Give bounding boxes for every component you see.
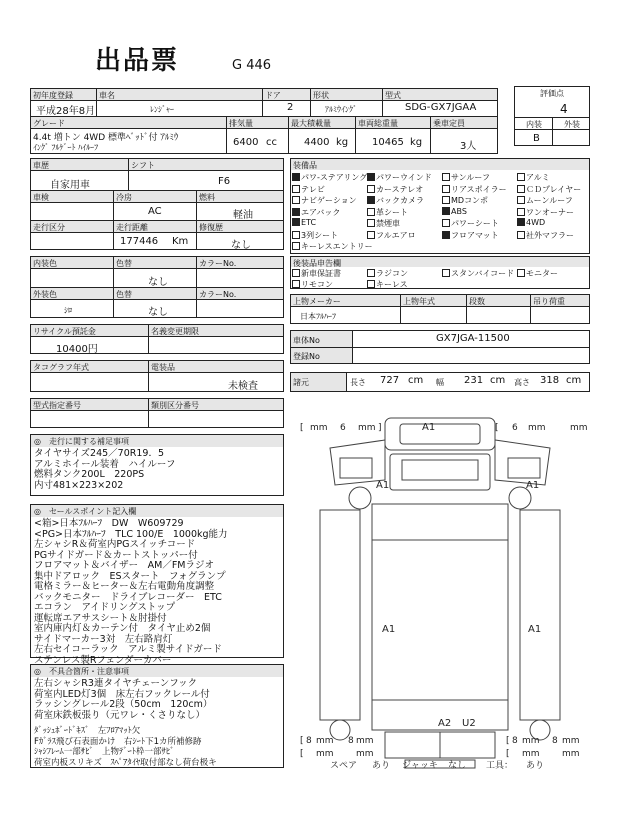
steps-label: 段数 <box>467 295 530 306</box>
damage-mark-rear: A2 <box>438 718 452 729</box>
length: 727 <box>380 375 400 386</box>
equipment-item-label: テレビ <box>301 184 325 194</box>
shape-label: 形状 <box>311 89 382 100</box>
unchecked-box-icon <box>292 185 300 193</box>
equipment-label: 装備品 <box>291 159 589 170</box>
svg-text:[: [ <box>495 423 499 433</box>
capacity-label: 乗車定員 <box>431 117 497 128</box>
tire-rear-left-a-unit: mm <box>316 736 334 746</box>
post-equipment-item <box>292 268 341 279</box>
unchecked-box-icon <box>367 208 375 216</box>
unchecked-box-icon <box>292 280 300 288</box>
model-label: 車名 <box>97 89 262 100</box>
post-equipment-item-label: キーレス <box>376 279 408 289</box>
length-unit: cm <box>408 375 424 386</box>
equipment-item-label: ABS <box>451 206 467 216</box>
interior-color-label: 内装色 <box>31 257 113 268</box>
grade-line1: 4.4t 増トン 4WD 標準ﾍﾞｯﾄﾞ付 ｱﾙﾐｳ <box>33 133 179 143</box>
equipment-item-label: ＣＤプレイヤー <box>526 184 582 194</box>
post-equipment-item <box>442 268 514 279</box>
gross-weight-label: 車両総重量 <box>356 117 430 128</box>
score-label: 評価点 <box>540 89 564 98</box>
class-number-label: 類別区分番号 <box>149 399 283 410</box>
mileage-unit: Km <box>172 236 189 247</box>
history-label: 車歴 <box>31 159 128 170</box>
equipment-item <box>517 184 581 195</box>
electrical-label: 電装品 <box>149 361 283 372</box>
max-load-label: 最大積載量 <box>289 117 355 128</box>
repair-label: 修復歴 <box>197 221 283 232</box>
tire-rear-right-a: 8 <box>512 736 518 746</box>
unchecked-box-icon <box>292 242 300 250</box>
type-designation-label: 型式指定番号 <box>31 399 148 410</box>
svg-text:mm: mm <box>522 736 540 746</box>
equipment-item-label: MDコンポ <box>451 196 489 205</box>
post-equipment-item <box>517 268 558 279</box>
checked-box-icon <box>367 196 375 204</box>
unchecked-box-icon <box>367 280 375 288</box>
equipment-item <box>292 241 373 252</box>
defects-label: ◎ 不具合箇所・注意事項 <box>31 665 283 677</box>
unchecked-box-icon <box>367 219 375 227</box>
equipment-item <box>517 195 573 206</box>
interior-tint-label: 色替 <box>114 257 196 268</box>
body-year-label: 上物年式 <box>401 295 466 306</box>
mileage-label: 走行距離 <box>114 221 196 232</box>
tire-rear-right-b: 8 <box>552 736 558 746</box>
equipment-item-label: カーステレオ <box>376 184 424 194</box>
equipment-item <box>367 207 408 218</box>
shift-label: シフト <box>129 159 283 170</box>
tire-rear-left-a: 8 <box>306 736 312 746</box>
tire-rear-left-b: 8 <box>348 736 354 746</box>
equipment-item <box>367 195 424 206</box>
damage-mark-rear-2: U2 <box>462 718 476 729</box>
equipment-item-label: キーレスエントリー <box>301 242 373 251</box>
supplement-text: タイヤサイズ245／70R19．5 アルミホイール装着 ハイルーフ 燃料タンク200L 220PS 内寸481×223×202 <box>34 448 176 491</box>
equipment-item-label: 3列シート <box>301 230 339 240</box>
dimensions-label: 諸元 <box>291 373 346 391</box>
page-title: 出品票 <box>95 46 180 76</box>
unchecked-box-icon <box>292 231 300 239</box>
type-label: 型式 <box>383 89 497 100</box>
equipment-item <box>367 172 432 183</box>
interior-score: B <box>533 133 540 144</box>
equipment-item <box>292 218 316 227</box>
equipment-item <box>367 218 400 229</box>
equipment-item-label: ETC <box>301 218 317 227</box>
checked-box-icon <box>442 207 450 215</box>
tire-top-right-unit: mm <box>528 423 546 433</box>
svg-text:mm: mm <box>562 736 580 746</box>
svg-text:[: [ <box>300 736 304 746</box>
equipment-item-label: フルエアロ <box>376 230 416 240</box>
unchecked-box-icon <box>367 269 375 277</box>
svg-text:[: [ <box>300 749 304 759</box>
equipment-item-label: ナビゲーション <box>301 196 357 205</box>
svg-text:mm: mm <box>562 749 580 759</box>
exterior-label: 外装 <box>564 120 580 129</box>
displacement-label: 排気量 <box>227 117 288 128</box>
equipment-item <box>517 207 574 218</box>
interior-tint: なし <box>148 277 168 288</box>
exterior-color-label: 外装色 <box>31 288 113 299</box>
equipment-item <box>442 207 467 216</box>
unchecked-box-icon <box>442 196 450 204</box>
body-maker: 日本ﾌﾙﾊｰﾌ <box>300 312 336 321</box>
year-label: 初年度登録 <box>31 89 96 100</box>
sales-points-text: <箱>日本ﾌﾙﾊｰﾌ DW W609729 <PG>日本ﾌﾙﾊｰﾌ TLC 100/E 1000kg能力 左シャシR＆荷室内PGスイッチコード PGサイドガード＆カートストッパー付 フロアマット＆バイザー AM／FMラジオ 集中ドアロック ESスタート フォグランプ 電格ミラー＆ヒーター＆左右電動角度調整 バックモニター ドライブレコーダー ETC エコラン アイドリングストップ 運転席エアサスシート＆肘掛付 室内庫内灯＆カーテン付 タイヤ止め2個 サイドマーカー3対 左右路肩灯 左右セイコーラック アルミ製サイドガード ステンレス製Rフェンダーカバー <box>34 518 228 666</box>
equipment-item-label: 禁煙車 <box>376 219 400 228</box>
equipment-item <box>367 230 416 241</box>
equipment-item <box>442 230 499 241</box>
damage-mark-left-box: A1 <box>382 624 396 635</box>
tacho-label: タコグラフ年式 <box>31 361 148 372</box>
unchecked-box-icon <box>517 173 525 181</box>
width-unit: cm <box>490 375 506 386</box>
damage-mark-right-cab: A1 <box>526 480 540 491</box>
checked-box-icon <box>367 173 375 181</box>
mileage: 177446 <box>120 236 159 247</box>
tire-top-right-depth: 6 <box>512 423 518 433</box>
post-equipment-item <box>367 268 408 279</box>
equipment-item <box>367 184 423 195</box>
grade-label: グレード <box>31 117 226 128</box>
tire-top-right-unit2: mm <box>570 423 588 433</box>
tools-label: 工具： <box>486 761 514 771</box>
hang-load-label: 吊り荷重 <box>531 295 589 306</box>
equipment-item <box>517 230 574 241</box>
svg-text:]: ] <box>378 423 382 433</box>
spare-value: あり <box>372 761 391 771</box>
tire-top-left-depth: 6 <box>340 423 346 433</box>
equipment-item <box>442 218 499 229</box>
sales-points-label: ◎ セールスポイント記入欄 <box>31 505 283 517</box>
electrical-status: 未検査 <box>228 381 258 392</box>
vehicle-damage-diagram <box>290 410 590 780</box>
equipment-item <box>292 207 340 218</box>
interior-label: 内装 <box>526 120 542 129</box>
door-label: ドア <box>263 89 310 100</box>
exterior-tint-label: 色替 <box>114 288 196 299</box>
unchecked-box-icon <box>517 269 525 277</box>
displacement-unit: cc <box>266 137 277 148</box>
max-load: 4400 <box>304 137 330 148</box>
ac: AC <box>148 206 162 217</box>
recycle-label: リサイクル預託金 <box>31 325 148 336</box>
equipment-item-label: パワーシート <box>451 219 499 228</box>
equipment-item-label: パワーウインド <box>376 173 432 182</box>
height-unit: cm <box>566 375 582 386</box>
svg-text:mm: mm <box>316 749 334 759</box>
equipment-item <box>517 172 550 183</box>
frame-number: GX7JGA-11500 <box>436 333 510 344</box>
interior-code-label: カラーNo. <box>197 257 283 268</box>
displacement: 6400 <box>233 137 259 148</box>
post-equipment-item-label: リモコン <box>301 279 333 289</box>
height-label: 高さ <box>514 378 530 387</box>
inspection-label: 車検 <box>31 191 113 202</box>
tire-top-left-unit2: mm <box>358 423 376 433</box>
checked-box-icon <box>292 218 300 226</box>
damage-mark-right-box: A1 <box>528 624 542 635</box>
post-equipment-item-label: モニター <box>526 269 558 278</box>
tire-rear-left-b-unit: mm <box>356 736 374 746</box>
equipment-item <box>292 172 367 183</box>
equipment-item-label: フロアマット <box>451 230 499 240</box>
registration-label: 登録No <box>291 348 352 363</box>
svg-text:[: [ <box>506 749 510 759</box>
damage-mark-left-cab: A1 <box>376 480 390 491</box>
tire-top-left-unit: mm <box>310 423 328 433</box>
unchecked-box-icon <box>517 208 525 216</box>
width: 231 <box>464 375 484 386</box>
exterior-code-label: カラーNo. <box>197 288 283 299</box>
equipment-item <box>292 195 357 206</box>
equipment-item-label: ワンオーナー <box>526 207 574 217</box>
equipment-item <box>292 184 325 195</box>
frame-label: 車体No <box>291 331 352 347</box>
jack-value: なし <box>448 761 467 771</box>
post-equipment-item <box>367 279 408 290</box>
svg-text:mm: mm <box>522 749 540 759</box>
equipment-item-label: ムーンルーフ <box>526 196 573 205</box>
equipment-item-label: 社外マフラー <box>526 230 574 240</box>
checked-box-icon <box>292 173 300 181</box>
gross-weight: 10465 <box>372 137 404 148</box>
equipment-item <box>442 195 488 206</box>
capacity: 3人 <box>460 141 477 152</box>
first-registration: 平成28年8月 <box>36 106 96 117</box>
zone-label: 走行区分 <box>31 221 113 232</box>
score-value: 4 <box>560 102 568 116</box>
defects-text: 左右シャシR3連タイヤチェーンフック 荷室内LED灯3個 床左右フックレール付 ラッシングレール2段（50cm 120cm） 荷室床鉄板張り（元ワレ・くさりなし） <box>34 678 213 721</box>
model-name: ﾚﾝｼﾞｬｰ <box>150 105 174 114</box>
shift: F6 <box>218 176 231 187</box>
unchecked-box-icon <box>442 185 450 193</box>
grade-line2: ｲﾝｸﾞ ﾌﾙｹﾞｰﾄ ﾊｲﾙｰﾌ <box>33 143 99 152</box>
unchecked-box-icon <box>367 185 375 193</box>
unchecked-box-icon <box>517 196 525 204</box>
checked-box-icon <box>292 208 300 216</box>
spare-label: スペア <box>330 761 358 771</box>
equipment-item-label: アルミ <box>526 173 550 182</box>
equipment-item-label: 4WD <box>526 218 546 227</box>
unchecked-box-icon <box>442 219 450 227</box>
equipment-item-label: 革シート <box>376 207 408 217</box>
model-type: SDG-GX7JGAA <box>405 102 477 113</box>
tire-top-left-bracket: [ <box>300 423 304 433</box>
repair-history: なし <box>231 240 251 251</box>
length-label: 長さ <box>350 378 366 387</box>
fuel: 軽油 <box>233 210 253 221</box>
unchecked-box-icon <box>517 185 525 193</box>
jack-label: ジャッキ <box>402 761 438 771</box>
fuel-label: 燃料 <box>197 191 283 202</box>
equipment-item <box>442 184 507 195</box>
recycle-fee: 10400円 <box>56 344 98 355</box>
equipment-item-label: エアバック <box>301 207 341 217</box>
post-equipment-item-label: ラジコン <box>376 269 408 278</box>
vehicle-history: 自家用車 <box>50 180 90 191</box>
door-count: 2 <box>287 102 294 113</box>
defects-text-notes: ﾀﾞｯｼｭﾎﾞｰﾄﾞｷｽﾞ 左ﾌﾛｱﾏｯﾄ欠 Fｶﾞﾗｽ飛び石表面かけ 右ｼｰﾄ下1カ所補修跡 ｼｬｼﾌﾚｰﾑ一部ｻﾋﾞ 上物ﾃﾞｰﾄ枠一部ｻﾋﾞ 荷室内板スリキズ ｽﾍﾟｱﾀｲﾔ取付部なし荷台极キ <box>34 726 217 768</box>
lot-number: G 446 <box>232 58 272 73</box>
post-equipment-item <box>292 279 333 290</box>
exterior-color: ｼﾛ <box>64 306 72 315</box>
ac-label: 冷房 <box>114 191 196 202</box>
checked-box-icon <box>517 218 525 226</box>
tools-value: あり <box>526 761 545 771</box>
svg-text:[: [ <box>506 736 510 746</box>
height: 318 <box>540 375 560 386</box>
body-maker-label: 上物メーカー <box>291 295 400 306</box>
equipment-item-label: リアスポイラー <box>451 184 507 194</box>
body-shape: ｱﾙﾐｳｲﾝｸﾞ <box>325 105 357 114</box>
max-load-unit: kg <box>336 137 349 148</box>
equipment-item-label: バックカメラ <box>376 196 424 205</box>
svg-text:mm: mm <box>356 749 374 759</box>
name-change-label: 名義変更期限 <box>149 325 283 336</box>
width-label: 幅 <box>436 378 444 387</box>
unchecked-box-icon <box>292 196 300 204</box>
unchecked-box-icon <box>442 173 450 181</box>
supplement-label: ◎ 走行に関する補足事項 <box>31 435 283 447</box>
gross-weight-unit: kg <box>410 137 423 148</box>
equipment-item <box>517 218 545 227</box>
exterior-tint: なし <box>148 307 168 318</box>
post-equipment-label: 後装品申告欄 <box>291 257 589 267</box>
checked-box-icon <box>442 231 450 239</box>
unchecked-box-icon <box>517 231 525 239</box>
equipment-item-label: パワ-ステアリング <box>301 173 368 182</box>
equipment-item <box>292 230 338 241</box>
post-equipment-item-label: 新車保証書 <box>301 269 341 278</box>
equipment-item-label: サンルーフ <box>451 173 490 182</box>
damage-mark-front: A1 <box>422 422 436 433</box>
unchecked-box-icon <box>292 269 300 277</box>
equipment-item <box>442 172 490 183</box>
post-equipment-item-label: スタンバイコード <box>451 269 515 278</box>
unchecked-box-icon <box>367 231 375 239</box>
unchecked-box-icon <box>442 269 450 277</box>
